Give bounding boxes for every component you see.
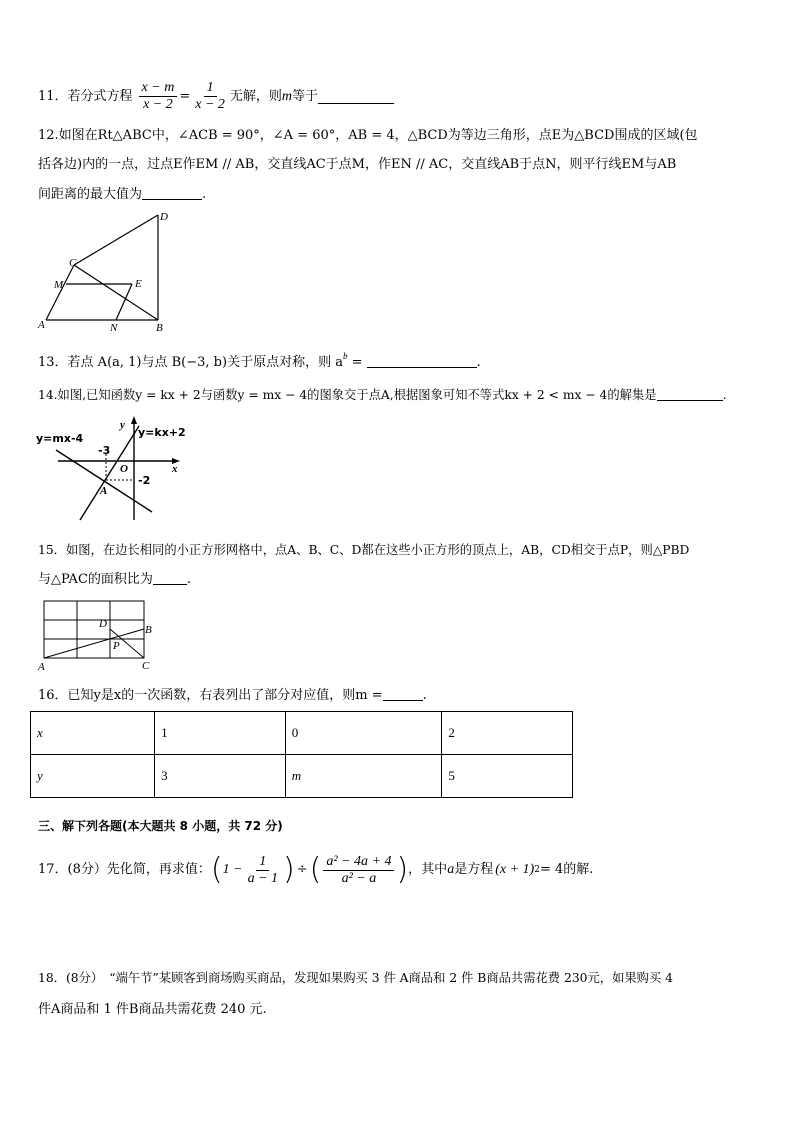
q11-equals: = [179, 88, 191, 104]
q12-line2: 括各边)内的一点，过点E作EM // AB，交直线AC于点M，作EN // AC，交直线AB于点N，则平行线EM与AB [38, 157, 677, 172]
q11-fraction-1: $\frac{x - m}{x - 2}$ [139, 80, 178, 113]
q15-grid-outline [44, 601, 144, 658]
q11-after: 无解，则 [229, 88, 282, 104]
table-cell: 2 [442, 712, 573, 755]
q14-label-O: O [120, 463, 128, 475]
q14-label-line2: y=kx+2 [138, 426, 186, 439]
q12-label-D: D [160, 211, 168, 223]
q15-label-D: D [99, 618, 107, 630]
q14-y-arrow [131, 416, 137, 424]
q15-label-P: P [113, 640, 120, 652]
q15-answer-blank[interactable] [153, 570, 187, 585]
q12-seg-CD [74, 215, 158, 265]
q16-table [30, 711, 573, 798]
q11-label: 11．若分式方程 [38, 88, 133, 104]
section-3-heading: 三、解下列各题(本大题共 8 小题，共 72 分) [38, 819, 283, 833]
q15-seg-AB [44, 629, 144, 658]
q12-label-B: B [156, 322, 163, 334]
q14-answer-blank[interactable] [657, 386, 723, 401]
q11-var: m [281, 88, 293, 104]
q12-label-E: E [135, 278, 142, 290]
q11-fraction-2: $\frac{1}{x - 2}$ [195, 80, 225, 112]
q12-label-A: A [38, 319, 45, 331]
q12-figure [36, 208, 176, 334]
table-cell: 5 [442, 755, 573, 798]
q14-label-line1: y=mx-4 [36, 432, 84, 445]
q14-figure [34, 414, 194, 524]
q14-label-neg3: -3 [98, 444, 111, 457]
q18-line2: 件A商品和 1 件B商品共需花费 240 元. [38, 1002, 267, 1017]
q15-label-B: B [145, 624, 152, 636]
table-cell: 1 [155, 712, 286, 755]
q16-line: 16．已知y是x的一次函数，右表列出了部分对应值，则m = . [38, 688, 427, 703]
q14-label-x: x [172, 463, 178, 475]
q17-paren-close-1: ) [283, 852, 295, 887]
q15-label-A: A [38, 661, 45, 673]
q11-answer-blank[interactable] [318, 89, 394, 104]
q13-answer-blank[interactable] [367, 353, 477, 368]
q12-seg-AC [46, 265, 74, 320]
q12-line3: 间距离的最大值为 . [38, 187, 207, 202]
q18-line1: 18．(8分） “端午节”某顾客到商场购买商品，发现如果购买 3 件 A商品和 2 件 B商品共需花费 230元，如果购买 4 [38, 971, 673, 985]
q11-line [38, 80, 394, 113]
table-row [31, 712, 573, 755]
q13-line: 13．若点 A(a, 1)与点 B(−3, b)关于原点对称，则 $a^b$ = . [38, 351, 481, 370]
table-row [31, 755, 573, 798]
table-cell: m [285, 755, 442, 798]
q14-line-kx [80, 426, 139, 520]
q14-label-A: A [100, 485, 108, 497]
q16-answer-blank[interactable] [383, 686, 423, 701]
q17-fraction-2: $\frac{\text{a² − 4a + 4}}{\text{a² − a}}$ [323, 854, 394, 887]
table-cell: 0 [285, 712, 442, 755]
q14-label-y: y [120, 419, 125, 431]
q12-label-C: C [69, 257, 77, 269]
q14-line: 14.如图,已知函数y = kx + 2与函数y = mx − 4的图象交于点A,根据图象可知不等式kx + 2 < mx − 4的解集是 . [38, 388, 727, 402]
q17-line: 17．(8分）先化简，再求值： ( 1 − $\frac{1}{a - 1}$ ) ÷ ( $\frac{\text{a² − 4a + 4}}{\text{a² − a}}$ ) ，其中 a 是方程 (x + 1) 2 = 4的解. [38, 852, 594, 887]
q12-seg-CB [74, 265, 158, 320]
q15-line1: 15．如图，在边长相同的小正方形网格中，点A、B、C、D都在这些小正方形的顶点上，AB，CD相交于点P，则△PBD [38, 543, 690, 557]
q14-label-neg2: -2 [138, 474, 151, 487]
q12-answer-blank[interactable] [142, 185, 202, 200]
q17-paren-open-2: ( [309, 852, 322, 887]
q12-label-M: M [54, 279, 64, 291]
table-cell: x [31, 712, 155, 755]
q17-paren-open-1: ( [210, 852, 223, 887]
q15-figure [36, 596, 160, 674]
table-cell: 3 [155, 755, 286, 798]
q17-paren-close-2: ) [396, 852, 409, 887]
q15-label-C: C [142, 660, 150, 672]
q11-tail: 等于 [292, 88, 319, 104]
q17-fraction-1: $\frac{1}{a - 1}$ [247, 853, 279, 886]
q12-label-N: N [110, 322, 118, 334]
table-cell: y [31, 755, 155, 798]
q12-line1: 12.如图在Rt△ABC中，∠ACB = 90°，∠A = 60°，AB = 4，△BCD为等边三角形，点E为△BCD围成的区域(包 [38, 128, 698, 143]
q15-line2: 与△PAC的面积比为 . [38, 572, 192, 587]
